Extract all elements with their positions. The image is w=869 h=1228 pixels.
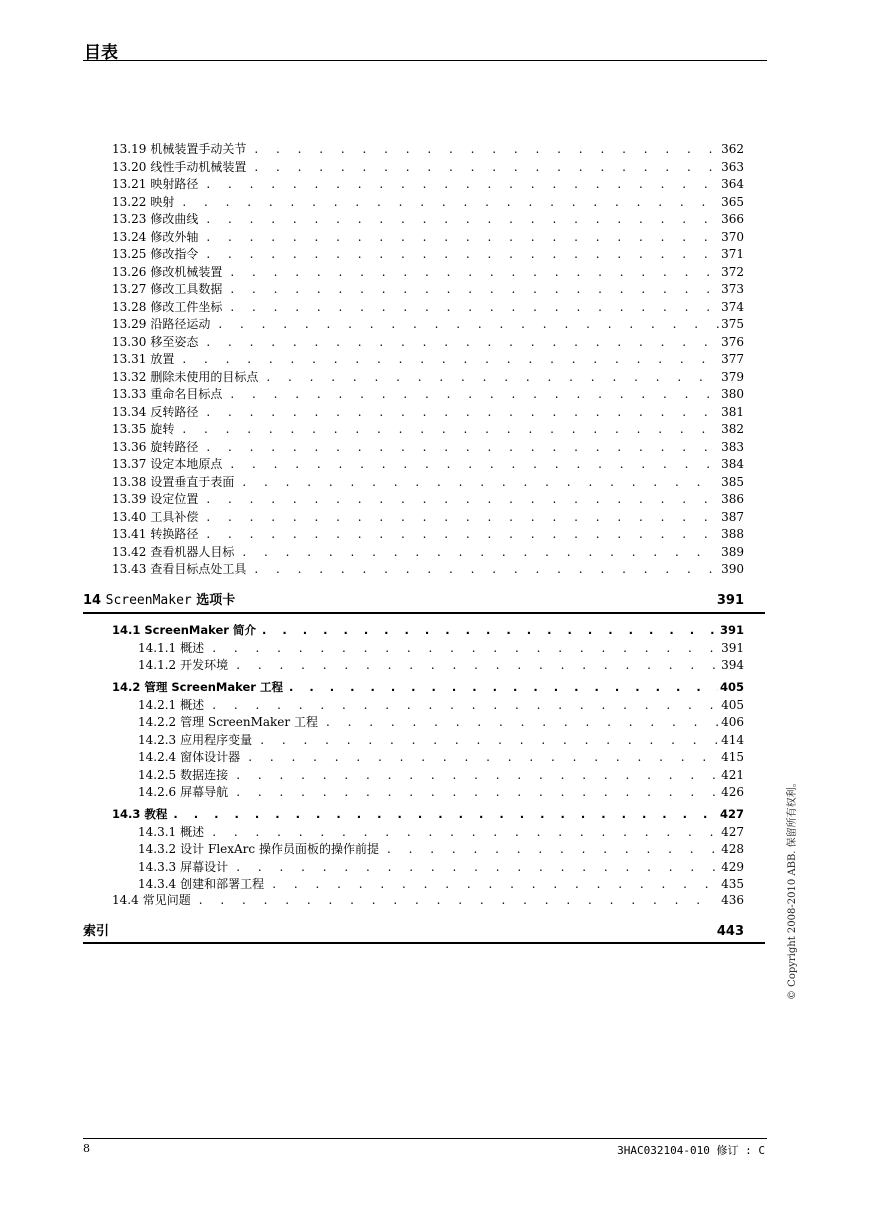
toc-entry-label: 机械装置手动关节 — [150, 142, 247, 156]
toc-entry-label: 常见问题 — [142, 893, 191, 907]
toc-leader-dots — [206, 229, 719, 245]
toc-leader-dots — [206, 509, 719, 525]
toc-leader-dots — [326, 714, 719, 730]
toc-leader-dots — [230, 456, 719, 472]
toc-entry-label: 映射 — [150, 194, 175, 209]
toc-entry-number: 13.43 — [112, 562, 147, 576]
toc-entry-page: 388 — [721, 527, 744, 541]
toc-entry-number: 14.2 — [112, 680, 141, 694]
toc-leader-dots — [212, 697, 719, 713]
toc-entry-label: 窗体设计器 — [180, 750, 241, 764]
toc-leader-dots — [206, 211, 719, 227]
toc-entry[interactable] — [138, 657, 744, 673]
toc-entry-number: 14.2.6 — [138, 785, 177, 799]
toc-entry-label: 反转路径 — [150, 404, 199, 419]
toc-leader-dots — [248, 749, 719, 765]
toc-leader-dots — [230, 281, 719, 297]
toc-entry-label: 数据连接 — [180, 767, 229, 782]
toc-entry-number: 13.24 — [112, 229, 147, 244]
chapter-rule — [83, 612, 765, 614]
toc-entry[interactable] — [112, 386, 744, 402]
toc-leader-dots — [236, 859, 719, 875]
toc-entry-page: 387 — [721, 509, 744, 524]
toc-entry-number: 14.4 — [112, 893, 139, 907]
toc-chapter-14[interactable] — [83, 592, 744, 610]
toc-entry-label: 放置 — [150, 352, 175, 366]
toc-entry-number: 13.19 — [112, 142, 147, 156]
toc-entry-label: 设定位置 — [150, 492, 199, 506]
toc-entry-label: 概述 — [180, 640, 205, 655]
toc-entry-page: 373 — [721, 282, 744, 296]
toc-entry-page: 370 — [721, 229, 744, 244]
toc-entry-label: 重命名目标点 — [150, 387, 223, 401]
toc-chapter-code: ScreenMaker — [105, 593, 192, 608]
toc-entry-label: 修改外轴 — [150, 229, 199, 244]
toc-entry-page: 376 — [721, 334, 744, 349]
toc-leader-dots — [242, 544, 719, 560]
toc-entry-label: 转换路径 — [150, 527, 199, 541]
toc-entry-label: 修改机械装置 — [150, 264, 223, 279]
toc-entry-label: 教程 — [144, 807, 168, 821]
toc-entry-page: 426 — [721, 785, 744, 799]
toc-entry-number: 14.3.1 — [138, 824, 177, 839]
toc-leader-dots — [206, 176, 719, 192]
toc-entry-page: 414 — [721, 732, 744, 747]
toc-entry-number: 14.2.5 — [138, 767, 177, 782]
toc-entry[interactable] — [112, 351, 744, 367]
toc-entry-page: 365 — [721, 194, 744, 209]
toc-entry-number: 14.3.2 — [138, 842, 177, 856]
toc-entry-page: 428 — [721, 842, 744, 856]
toc-entry[interactable] — [112, 561, 744, 577]
toc-entry-page: 391 — [721, 640, 744, 655]
toc-entry[interactable] — [112, 421, 744, 437]
toc-entry-page: 362 — [721, 142, 744, 156]
toc-entry[interactable] — [138, 714, 744, 730]
toc-entry-label: 设定本地原点 — [150, 457, 223, 471]
toc-entry-page: 415 — [721, 750, 744, 764]
toc-entry[interactable] — [112, 211, 744, 227]
toc-leader-dots — [182, 194, 719, 210]
toc-entry-number: 13.34 — [112, 404, 147, 419]
toc-entry[interactable] — [138, 767, 744, 783]
toc-leader-dots — [230, 264, 719, 280]
toc-entry-label: 线性手动机械装置 — [150, 159, 247, 174]
toc-entry-number: 13.31 — [112, 352, 147, 366]
footer-document-id: 3HAC032104-010 修订 : C — [617, 1144, 765, 1157]
toc-entry-page: 363 — [721, 159, 744, 174]
toc-entry-label: 修改工具数据 — [150, 282, 223, 296]
toc-leader-dots — [236, 767, 719, 783]
toc-entry-page: 382 — [721, 422, 744, 436]
toc-entry-label: 沿路径运动 — [150, 317, 211, 331]
toc-entry-number: 13.42 — [112, 544, 147, 559]
toc-entry[interactable] — [112, 679, 744, 695]
toc-entry[interactable] — [112, 281, 744, 297]
toc-entry-page: 379 — [721, 369, 744, 384]
toc-entry-page: 405 — [721, 697, 744, 712]
toc-entry-label: 概述 — [180, 824, 205, 839]
toc-entry-page: 366 — [721, 212, 744, 226]
toc-leader-dots — [254, 561, 719, 577]
toc-entry-page: 391 — [719, 623, 744, 637]
toc-entry-page: 427 — [719, 807, 744, 821]
toc-entry[interactable] — [112, 176, 744, 192]
toc-entry[interactable] — [112, 141, 744, 157]
toc-entry-number: 14.3.4 — [138, 877, 177, 891]
toc-entry-number: 14.1.1 — [138, 640, 177, 655]
toc-entry[interactable] — [112, 474, 744, 490]
toc-entry[interactable] — [112, 404, 744, 420]
toc-entry-page: 436 — [721, 893, 744, 907]
toc-chapter-page: 391 — [716, 593, 744, 608]
toc-entry[interactable] — [112, 806, 744, 822]
toc-entry[interactable] — [112, 194, 744, 210]
toc-entry-number: 13.26 — [112, 264, 147, 279]
toc-entry-number: 14.2.2 — [138, 715, 177, 729]
toc-chapter-page: 443 — [716, 924, 744, 939]
toc-entry[interactable] — [112, 369, 744, 385]
toc-leader-dots — [230, 299, 719, 315]
toc-entry-page: 386 — [721, 492, 744, 506]
toc-entry-label: 修改工件坐标 — [150, 299, 223, 314]
toc-entry-number: 13.27 — [112, 282, 147, 296]
toc-entry[interactable] — [112, 264, 744, 280]
toc-entry[interactable] — [112, 491, 744, 507]
toc-entry-label: 开发环境 — [180, 658, 229, 672]
page-header-title: 目表 — [84, 43, 118, 63]
header-rule — [83, 60, 767, 61]
toc-entry-page: 381 — [721, 404, 744, 419]
toc-entry-label: 设置垂直于表面 — [150, 474, 235, 489]
toc-entry-page: 427 — [721, 824, 744, 839]
toc-entry[interactable] — [138, 859, 744, 875]
toc-entry-number: 14.3 — [112, 807, 141, 821]
toc-leader-dots — [230, 386, 719, 402]
toc-entry-label: 屏幕导航 — [180, 785, 229, 799]
toc-entry[interactable] — [112, 622, 744, 638]
toc-entry-number: 13.28 — [112, 299, 147, 314]
toc-entry-label: 旋转路径 — [150, 439, 199, 454]
toc-entry-number: 13.25 — [112, 247, 147, 261]
toc-entry-number: 13.32 — [112, 369, 147, 384]
toc-entry-label: 工具补偿 — [150, 509, 199, 524]
toc-entry[interactable] — [138, 697, 744, 713]
toc-entry-page: 374 — [721, 299, 744, 314]
toc-leader-dots — [206, 439, 719, 455]
toc-entry-page: 375 — [721, 317, 744, 331]
toc-entry[interactable] — [112, 159, 744, 175]
toc-leader-dots — [236, 784, 719, 800]
toc-entry-number: 13.33 — [112, 387, 147, 401]
toc-entry-number: 13.41 — [112, 527, 147, 541]
toc-entry-page: 383 — [721, 439, 744, 454]
footer-rule — [83, 1138, 767, 1139]
toc-entry-page: 406 — [721, 715, 744, 729]
toc-entry-page: 380 — [721, 387, 744, 401]
toc-leader-dots — [182, 351, 719, 367]
toc-entry-page: 390 — [721, 562, 744, 576]
toc-entry-page: 394 — [721, 658, 744, 672]
toc-entry[interactable] — [138, 876, 744, 892]
copyright-notice: © Copyright 2008-2010 ABB. 保留所有权利。 — [787, 777, 798, 1000]
toc-entry-number: 13.29 — [112, 317, 147, 331]
toc-entry-number: 13.20 — [112, 159, 147, 174]
toc-entry-number: 14.2.1 — [138, 697, 177, 712]
toc-entry-page: 371 — [721, 247, 744, 261]
toc-leader-dots — [182, 421, 719, 437]
toc-entry-label: 概述 — [180, 697, 205, 712]
toc-entry[interactable] — [112, 439, 744, 455]
toc-leader-dots — [206, 526, 719, 542]
toc-entry-label: 移至姿态 — [150, 334, 199, 349]
toc-entry-number: 13.22 — [112, 194, 147, 209]
toc-leader-dots — [266, 369, 719, 385]
toc-leader-dots — [206, 246, 719, 262]
toc-entry-page: 364 — [721, 177, 744, 191]
toc-entry-number: 13.40 — [112, 509, 147, 524]
toc-entry[interactable] — [112, 526, 744, 542]
toc-leader-dots — [199, 892, 719, 908]
toc-leader-dots — [212, 640, 719, 656]
toc-leader-dots — [206, 491, 719, 507]
toc-entry-label: 修改指令 — [150, 247, 199, 261]
toc-entry[interactable] — [112, 544, 744, 560]
toc-entry-label: 创建和部署工程 — [180, 877, 265, 891]
toc-entry-number: 14.2.3 — [138, 732, 177, 747]
toc-entry-label: 屏幕设计 — [180, 859, 229, 874]
toc-leader-dots — [387, 841, 719, 857]
toc-entry[interactable] — [112, 299, 744, 315]
toc-entry-number: 13.35 — [112, 422, 147, 436]
toc-leader-dots — [173, 806, 718, 822]
toc-entry-label: 映射路径 — [150, 177, 199, 191]
toc-entry[interactable] — [112, 246, 744, 262]
toc-entry-number: 13.30 — [112, 334, 147, 349]
toc-entry-number: 13.37 — [112, 457, 147, 471]
toc-leader-dots — [254, 159, 719, 175]
toc-entry[interactable] — [138, 749, 744, 765]
toc-entry-page: 421 — [721, 767, 744, 782]
toc-entry-label: ScreenMaker 简介 — [144, 623, 256, 637]
toc-entry-label: 查看目标点处工具 — [150, 562, 247, 576]
toc-entry-number: 13.21 — [112, 177, 147, 191]
toc-leader-dots — [206, 334, 719, 350]
toc-entry-page: 377 — [721, 352, 744, 366]
toc-entry-number: 14.3.3 — [138, 859, 177, 874]
toc-entry[interactable] — [138, 784, 744, 800]
toc-entry-page: 385 — [721, 474, 744, 489]
toc-entry-number: 13.38 — [112, 474, 147, 489]
toc-leader-dots — [260, 732, 719, 748]
chapter-rule — [83, 942, 765, 944]
toc-entry[interactable] — [112, 229, 744, 245]
toc-entry-label: 修改曲线 — [150, 212, 199, 226]
toc-leader-dots — [206, 404, 719, 420]
toc-entry-number: 14.2.4 — [138, 750, 177, 764]
toc-entry-page: 429 — [721, 859, 744, 874]
toc-leader-dots — [212, 824, 719, 840]
toc-leader-dots — [272, 876, 719, 892]
toc-entry-number: 14.1.2 — [138, 658, 177, 672]
toc-chapter-label: 14 ScreenMaker 选项卡 — [83, 593, 236, 608]
toc-entry-page: 435 — [721, 877, 744, 891]
toc-entry[interactable] — [138, 640, 744, 656]
toc-leader-dots — [262, 622, 718, 638]
toc-entry-page: 405 — [719, 680, 744, 694]
toc-chapter-label: 索引 — [83, 924, 110, 939]
toc-entry-page: 372 — [721, 264, 744, 279]
footer-page-number: 8 — [83, 1142, 90, 1155]
toc-entry[interactable] — [138, 732, 744, 748]
toc-entry[interactable] — [112, 456, 744, 472]
toc-entry[interactable] — [138, 824, 744, 840]
toc-leader-dots — [218, 316, 719, 332]
toc-entry-label: 旋转 — [150, 422, 175, 436]
toc-chapter-index[interactable] — [83, 923, 744, 941]
toc-leader-dots — [254, 141, 719, 157]
toc-entry-label: 应用程序变量 — [180, 732, 253, 747]
toc-entry[interactable] — [112, 316, 744, 332]
toc-entry-number: 13.23 — [112, 212, 147, 226]
toc-entry-number: 14.1 — [112, 623, 141, 637]
toc-entry-label: 查看机器人目标 — [150, 544, 235, 559]
toc-leader-dots — [289, 679, 718, 695]
toc-entry-label: 删除未使用的目标点 — [150, 369, 259, 384]
toc-entry-number: 13.39 — [112, 492, 147, 506]
toc-entry-page: 389 — [721, 544, 744, 559]
toc-entry[interactable] — [112, 892, 744, 908]
toc-entry-number: 13.36 — [112, 439, 147, 454]
toc-leader-dots — [242, 474, 719, 490]
toc-entry-label: 管理 ScreenMaker 工程 — [144, 680, 283, 694]
toc-entry[interactable] — [112, 334, 744, 350]
toc-entry[interactable] — [112, 509, 744, 525]
toc-entry-label: 管理 ScreenMaker 工程 — [180, 715, 318, 729]
toc-entry-label: 设计 FlexArc 操作员面板的操作前提 — [180, 842, 379, 856]
toc-leader-dots — [236, 657, 719, 673]
toc-entry[interactable] — [138, 841, 744, 857]
toc-entry-page: 384 — [721, 457, 744, 471]
